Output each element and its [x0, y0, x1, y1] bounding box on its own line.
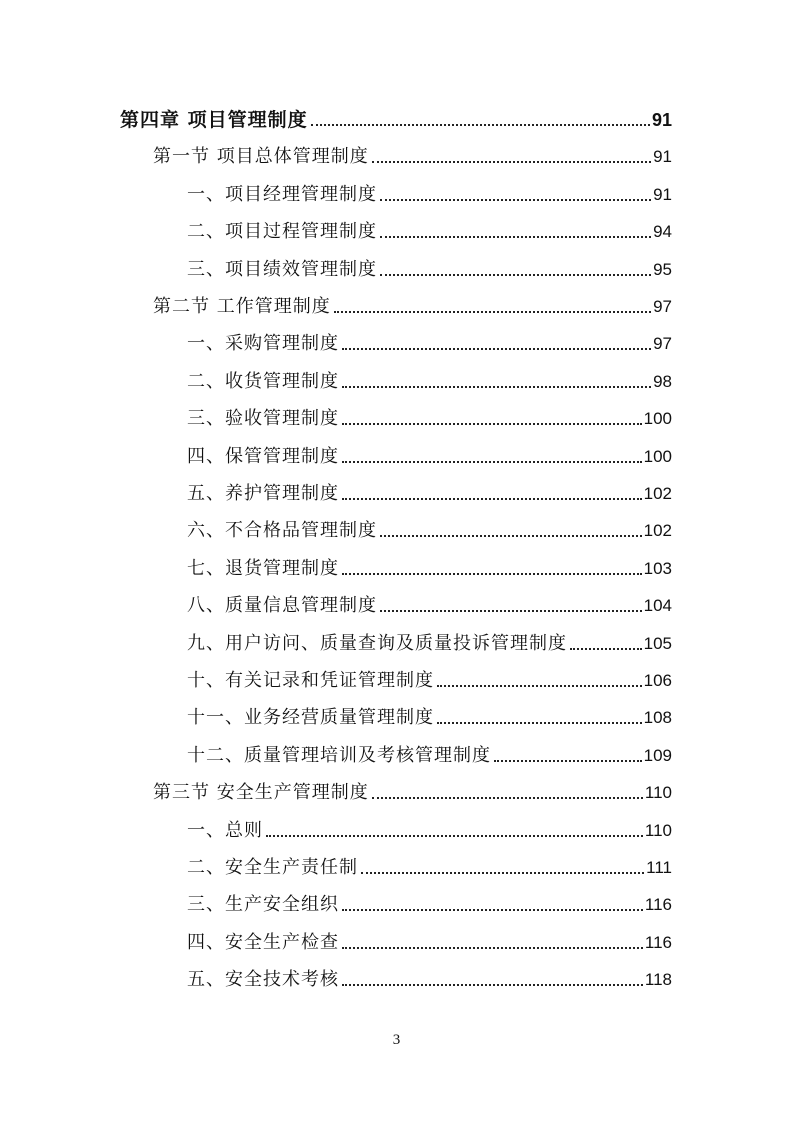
toc-entry[interactable]	[187, 219, 672, 245]
dot-leader	[380, 199, 651, 201]
toc-entry[interactable]	[187, 967, 672, 993]
toc-entry-title: 十一、业务经营质量管理制度	[187, 707, 434, 729]
toc-entry-page: 98	[653, 371, 672, 391]
toc-entry-page: 100	[643, 409, 672, 429]
toc-entry-page: 106	[643, 671, 672, 690]
toc-entry-title: 三、验收管理制度	[187, 408, 339, 430]
toc-entry-title: 五、养护管理制度	[187, 483, 339, 504]
toc-entry[interactable]	[187, 668, 672, 694]
toc-entry-title: 第一节 项目总体管理制度	[153, 146, 369, 168]
toc-entry[interactable]	[187, 631, 672, 657]
toc-entry-title: 二、安全生产责任制	[187, 857, 358, 878]
toc-entry-title: 四、安全生产检查	[187, 931, 339, 953]
toc-entry-title: 一、采购管理制度	[187, 333, 339, 355]
dot-leader	[437, 685, 642, 687]
toc-entry-title: 二、项目过程管理制度	[187, 221, 377, 243]
toc-entry-page: 105	[643, 633, 672, 653]
toc-entry[interactable]	[187, 331, 672, 357]
toc-entry-title: 七、退货管理制度	[187, 557, 339, 579]
dot-leader	[342, 573, 642, 575]
toc-entry-page: 91	[653, 147, 672, 167]
dot-leader	[372, 797, 643, 799]
dot-leader	[361, 872, 644, 874]
toc-entry-title: 三、生产安全组织	[187, 894, 339, 916]
toc-entry-page: 118	[644, 970, 672, 990]
dot-leader	[380, 274, 651, 276]
toc-entry-page: 104	[643, 596, 672, 616]
dot-leader	[372, 161, 651, 163]
toc-entry-title: 六、不合格品管理制度	[187, 520, 377, 542]
toc-entry-page: 116	[644, 932, 672, 952]
toc-entry-title: 第三节 安全生产管理制度	[153, 782, 369, 804]
toc-entry[interactable]	[187, 444, 672, 470]
toc-entry-title: 五、安全技术考核	[187, 969, 339, 991]
toc-entry-page: 97	[653, 297, 672, 316]
toc-entry-page: 102	[643, 521, 672, 541]
toc-entry-page: 91	[653, 184, 672, 204]
dot-leader	[334, 311, 651, 313]
toc-entry-page: 109	[643, 745, 672, 765]
toc-entry[interactable]	[187, 593, 672, 619]
toc-entry-page: 95	[653, 259, 672, 279]
toc-entry[interactable]	[187, 182, 672, 208]
dot-leader	[342, 423, 642, 425]
page-number: 3	[392, 1032, 401, 1048]
toc-entry-page: 116	[644, 895, 672, 915]
toc-entry-page: 102	[643, 484, 672, 503]
dot-leader	[342, 984, 643, 986]
toc-entry-page: 94	[653, 222, 672, 242]
toc-entry[interactable]	[187, 892, 672, 918]
dot-leader	[342, 386, 651, 388]
toc-entry[interactable]	[187, 818, 672, 844]
toc-entry-title: 四、保管管理制度	[187, 445, 339, 467]
toc-entry-title: 第二节 工作管理制度	[153, 296, 331, 317]
toc-entry-page: 91	[651, 110, 672, 130]
toc-entry[interactable]	[153, 294, 672, 320]
dot-leader	[380, 610, 642, 612]
toc-entry[interactable]	[153, 780, 672, 806]
toc-entry[interactable]	[187, 481, 672, 507]
dot-leader	[342, 348, 651, 350]
toc-entry[interactable]	[187, 705, 672, 731]
dot-leader	[311, 124, 650, 126]
toc-entry[interactable]	[187, 369, 672, 395]
toc-entry-title: 一、总则	[187, 819, 263, 841]
toc-entry-page: 103	[643, 558, 672, 578]
toc-entry[interactable]	[120, 107, 672, 133]
toc-entry-page: 111	[646, 858, 672, 877]
toc-entry[interactable]	[187, 556, 672, 582]
dot-leader	[342, 947, 643, 949]
toc-entry[interactable]	[187, 743, 672, 769]
toc-entry-title: 十二、质量管理培训及考核管理制度	[187, 744, 491, 766]
toc-entry-title: 二、收货管理制度	[187, 370, 339, 392]
dot-leader	[380, 236, 651, 238]
toc-entry-page: 97	[653, 334, 672, 354]
toc-entry[interactable]	[187, 406, 672, 432]
toc-entry-page: 108	[643, 708, 672, 728]
toc-entry-title: 一、项目经理管理制度	[187, 183, 377, 205]
dot-leader	[380, 535, 642, 537]
toc-entry[interactable]	[187, 855, 672, 881]
dot-leader	[266, 835, 643, 837]
dot-leader	[342, 909, 643, 911]
toc-entry-page: 110	[644, 820, 672, 840]
toc-entry-title: 第四章 项目管理制度	[120, 109, 308, 131]
dot-leader	[342, 498, 642, 500]
toc-entry[interactable]	[187, 930, 672, 956]
toc-entry-page: 100	[643, 446, 672, 466]
toc-entry[interactable]	[153, 144, 672, 170]
dot-leader	[342, 461, 642, 463]
toc-entry[interactable]	[187, 518, 672, 544]
toc-entry-title: 三、项目绩效管理制度	[187, 258, 377, 280]
dot-leader	[437, 722, 642, 724]
toc-entry[interactable]	[187, 257, 672, 283]
toc-entry-title: 九、用户访问、质量查询及质量投诉管理制度	[187, 632, 567, 654]
dot-leader	[570, 648, 642, 650]
toc-entry-title: 十、有关记录和凭证管理制度	[187, 670, 434, 691]
dot-leader	[494, 760, 642, 762]
toc-entry-title: 八、质量信息管理制度	[187, 595, 377, 617]
toc-entry-page: 110	[644, 783, 672, 803]
